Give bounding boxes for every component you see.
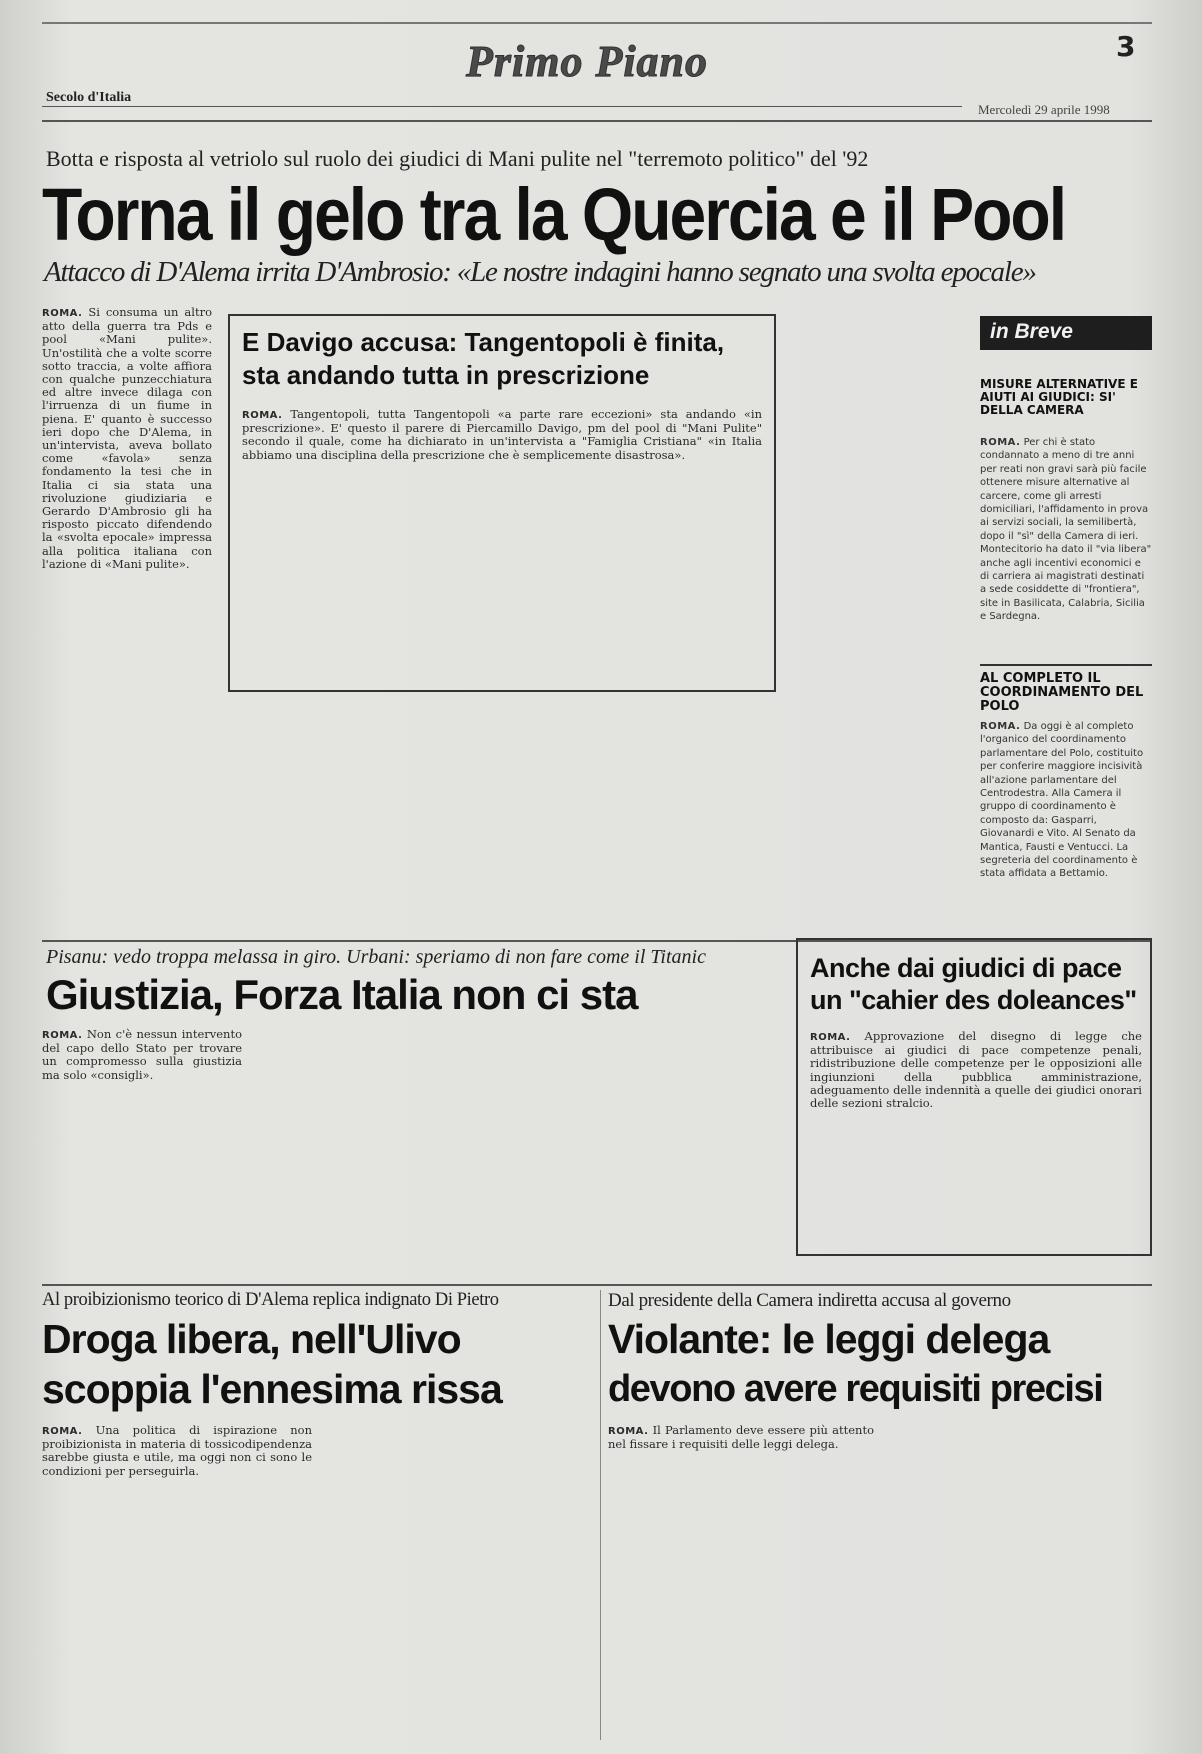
lead-headline: Torna il gelo tra la Quercia e il Pool — [42, 172, 1066, 256]
giudici-pace-dateline: ROMA. — [810, 1032, 851, 1043]
masthead-rule-2 — [42, 120, 1152, 122]
brief-2-body — [980, 720, 1152, 881]
davigo-headline: E Davigo accusa: Tangentopoli è finita, sta andando tutta in prescrizione — [242, 327, 725, 390]
giustizia-headline: Giustizia, Forza Italia non ci sta — [46, 971, 638, 1018]
brief-divider — [980, 664, 1152, 666]
section-divider-2 — [42, 1284, 1152, 1286]
brief-2-dateline: ROMA. — [980, 721, 1021, 732]
droga-dateline: ROMA. — [42, 1426, 83, 1437]
giudici-pace-body-1: Approvazione del disegno di legge che attribuisce ai giudici di pace competenze penali, ridistribuzione delle competenze per le opposizioni alle ingiunzioni della pubblica amministrazione, adeguamento delle indennità a quelle dei giudici onorari delle sezioni stralcio. — [810, 1030, 1142, 1111]
bottom-column-divider — [600, 1290, 601, 1740]
violante-headline-line-2: devono avere requisiti precisi — [608, 1368, 1103, 1410]
page-number: 3 — [1116, 30, 1136, 63]
giudici-pace-headline: Anche dai giudici di pace un "cahier des doleances" — [810, 953, 1137, 1015]
top-rule — [42, 22, 1152, 24]
davigo-box — [228, 314, 776, 692]
violante-headline-line-1: Violante: le leggi delega — [608, 1316, 1050, 1362]
lead-body-1: Si consuma un altro atto della guerra tra Pds e pool «Mani pulite». Un'ostilità che a volte scorre sotto traccia, a volte affiora con qualche punzecchiatura ed altre invece dilaga con l'irruenza di un fiume in piena. E' quanto è successo ieri dopo che D'Alema, in un'intervista, aveva bollato come «favola» senza fondamento la tesi che in Italia ci sia stata una rivoluzione giudiziaria e Gerardo D'Ambrosio gli ha risposto piccato difendendo la «svolta epocale» impressa alla politica italiana con l'azione di «Mani pulite». — [42, 306, 212, 571]
in-breve-sidebar — [980, 316, 1150, 938]
violante-kicker: Dal presidente della Camera indiretta accusa al governo — [608, 1290, 1011, 1311]
droga-headline-line-2: scoppia l'ennesima rissa — [42, 1366, 502, 1412]
droga-body-1: Una politica di ispirazione non proibizionista in materia di tossicodipendenza sarebbe giusta e utile, ma oggi non ci sono le condizioni per perseguirla. — [42, 1424, 312, 1478]
brief-2-text: Da oggi è al completo l'organico del coordinamento parlamentare del Polo, costituito per conferire maggiore incisività all'azione parlamentare del Centrodestra. Alla Camera il gruppo di coordinamento è composto da: Gasparri, Giovanardi e Vito. Al Senato da Mantica, Fausti e Ventucci. La segreteria del coordinamento è stata affidata a Bettamio. — [980, 721, 1144, 880]
giustizia-dateline: ROMA. — [42, 1030, 83, 1041]
giudici-pace-body — [810, 1030, 1142, 1246]
lead-dateline: ROMA. — [42, 308, 83, 319]
brief-1-title: MISURE ALTERNATIVE E AIUTI AI GIUDICI: SI' DELLA CAMERA — [980, 377, 1138, 417]
lead-subheadline: Attacco di D'Alema irrita D'Ambrosio: «Le nostre indagini hanno segnato una svolta epocale» — [44, 256, 1036, 288]
violante-body — [608, 1424, 874, 1734]
lead-story-column-1 — [42, 306, 212, 698]
brief-1-body — [980, 436, 1152, 624]
davigo-dateline: ROMA. — [242, 410, 283, 421]
section-title — [466, 36, 766, 94]
lead-kicker: Botta e risposta al vetriolo sul ruolo dei giudici di Mani pulite nel "terremoto politico" del '92 — [46, 146, 869, 171]
giustizia-body — [42, 1028, 242, 1250]
brief-1-text: Per chi è stato condannato a meno di tre anni per reati non gravi sarà più facile ottenere misure alternative al carcere, come gli arresti domiciliari, l'affidamento in prova ai servizi sociali, la semilibertà, dopo il "sì" della Camera di ieri. Montecitorio ha dato il "via libera" anche agli incentivi economici e di carriera ai magistrati destinati a sede cosiddette di "frontiera", site in Basilicata, Calabria, Sicilia e Sardegna. — [980, 437, 1152, 623]
in-breve-logo-text: in Breve — [990, 320, 1073, 343]
giustizia-kicker: Pisanu: vedo troppa melassa in giro. Urbani: speriamo di non fare come il Titanic — [46, 946, 706, 968]
masthead-rule — [42, 106, 962, 107]
giudici-pace-box — [796, 938, 1152, 1256]
droga-body — [42, 1424, 312, 1734]
newspaper-name: Secolo d'Italia — [46, 90, 132, 105]
issue-date: Mercoledì 29 aprile 1998 — [978, 102, 1110, 117]
droga-headline-line-1: Droga libera, nell'Ulivo — [42, 1316, 461, 1362]
droga-kicker: Al proibizionismo teorico di D'Alema replica indignato Di Pietro — [42, 1290, 499, 1310]
in-breve-logo — [980, 316, 1152, 350]
giustizia-body-1: Non c'è nessun intervento del capo dello Stato per trovare un compromesso sulla giustizia ma solo «consigli». — [42, 1028, 242, 1082]
violante-body-1: Il Parlamento deve essere più attento nel fissare i requisiti delle leggi delega. — [608, 1424, 874, 1452]
violante-dateline: ROMA. — [608, 1426, 649, 1437]
brief-1-dateline: ROMA. — [980, 437, 1021, 448]
brief-2-title: AL COMPLETO IL COORDINAMENTO DEL POLO — [980, 671, 1144, 714]
davigo-body-column — [242, 408, 762, 682]
section-title-text: Primo Piano — [466, 37, 709, 86]
davigo-body-1: Tangentopoli, tutta Tangentopoli «a parte rare eccezioni» sta andando «in prescrizione». E' questo il parere di Piercamillo Davigo, pm del pool di "Mani Pulite" secondo il quale, come ha dichiarato in un'intervista a "Famiglia Cristiana" «in Italia abbiamo una disciplina della prescrizione che è semplicemente disastrosa». — [242, 408, 762, 462]
